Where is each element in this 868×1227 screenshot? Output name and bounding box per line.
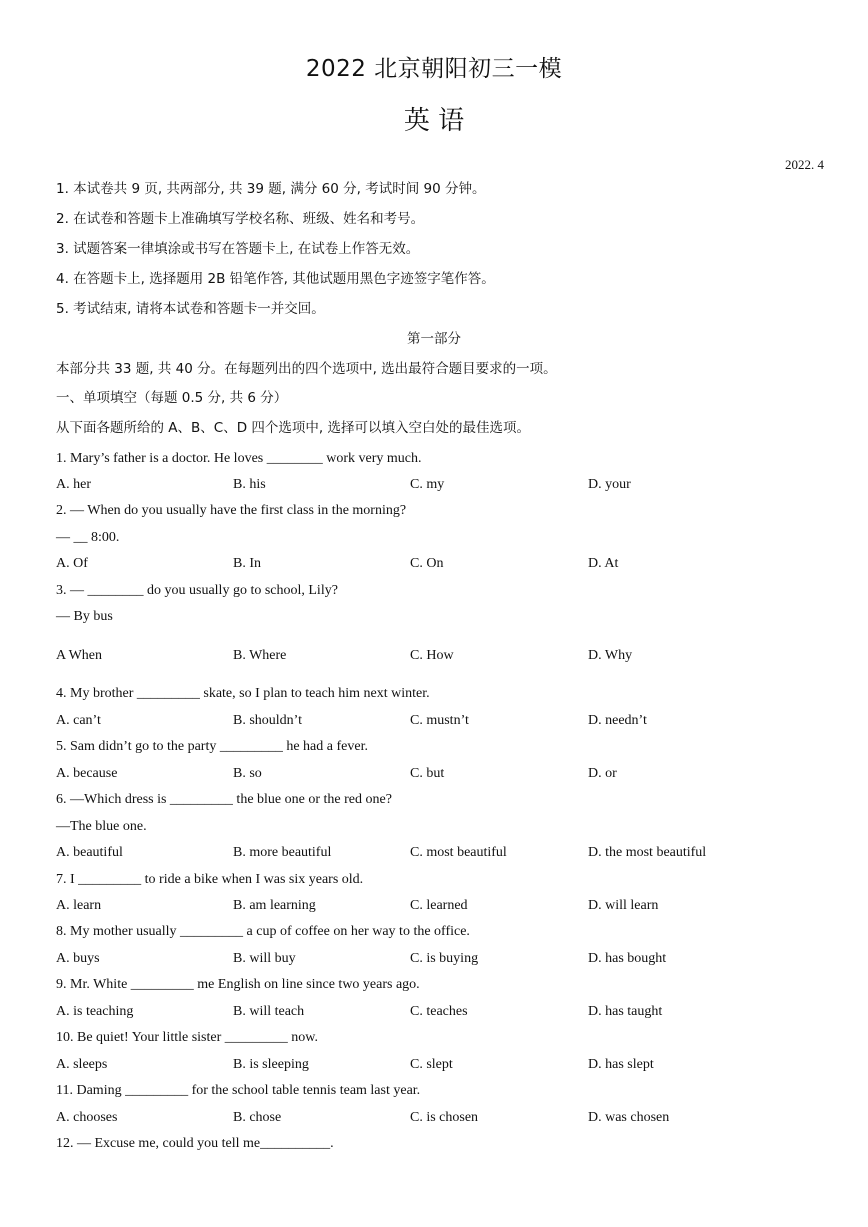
option-a: A. beautiful — [56, 845, 123, 860]
instruction-line: 5. 考试结束, 请将本试卷和答题卡一并交回。 — [56, 301, 325, 317]
option-d: D. will learn — [588, 898, 659, 913]
option-a: A. because — [56, 766, 118, 781]
option-d: D. has bought — [588, 951, 667, 966]
option-b: B. shouldn’t — [233, 713, 302, 728]
option-c: C. is chosen — [410, 1110, 479, 1125]
option-c: C. but — [410, 766, 445, 781]
option-d: D. Why — [588, 648, 633, 663]
question-stem: 6. —Which dress is _________ the blue one or the red one? — [56, 792, 392, 807]
option-b: B. In — [233, 556, 261, 571]
option-b: B. his — [233, 477, 266, 492]
option-a: A. is teaching — [56, 1004, 134, 1019]
option-a: A. Of — [56, 556, 88, 571]
option-d: D. or — [588, 766, 617, 781]
option-d: D. has slept — [588, 1057, 654, 1072]
exam-date: 2022. 4 — [785, 157, 824, 172]
option-b: B. will teach — [233, 1004, 305, 1019]
question-answer-line: — __ 8:00. — [56, 530, 120, 545]
subject-title: 英 语 — [403, 106, 465, 136]
question-stem: 8. My mother usually _________ a cup of coffee on her way to the office. — [56, 924, 470, 939]
option-c: C. teaches — [410, 1004, 468, 1019]
question-stem: 5. Sam didn’t go to the party _________ he had a fever. — [56, 739, 368, 754]
option-d: D. the most beautiful — [588, 845, 707, 860]
instruction-line: 4. 在答题卡上, 选择题用 2B 铅笔作答, 其他试题用黑色字迹签字笔作答。 — [56, 271, 495, 287]
option-b: B. Where — [233, 648, 287, 663]
option-a: A. buys — [56, 951, 100, 966]
question-stem: 12. — Excuse me, could you tell me__________. — [56, 1136, 334, 1151]
option-a: A. her — [56, 477, 91, 492]
option-a: A. learn — [56, 898, 102, 913]
option-c: C. most beautiful — [410, 845, 507, 860]
question-stem: 3. — ________ do you usually go to school, Lily? — [56, 583, 338, 598]
option-c: C. How — [410, 648, 454, 663]
option-a: A When — [56, 648, 103, 663]
option-b: B. more beautiful — [233, 845, 332, 860]
option-b: B. am learning — [233, 898, 316, 913]
option-a: A. can’t — [56, 713, 101, 728]
option-c: C. is buying — [410, 951, 479, 966]
part-heading: 第一部分 — [407, 331, 461, 347]
question-stem: 1. Mary’s father is a doctor. He loves ________ work very much. — [56, 451, 422, 466]
option-d: D. has taught — [588, 1004, 663, 1019]
option-d: D. At — [588, 556, 619, 571]
question-stem: 9. Mr. White _________ me English on line since two years ago. — [56, 977, 420, 992]
instruction-line: 3. 试题答案一律填涂或书写在答题卡上, 在试卷上作答无效。 — [56, 241, 420, 257]
instruction-line: 2. 在试卷和答题卡上准确填写学校名称、班级、姓名和考号。 — [56, 211, 425, 227]
section-title: 一、单项填空（每题 0.5 分, 共 6 分） — [56, 390, 288, 406]
question-answer-line: — By bus — [56, 609, 113, 624]
option-b: B. chose — [233, 1110, 282, 1125]
instruction-line: 1. 本试卷共 9 页, 共两部分, 共 39 题, 满分 60 分, 考试时间 90 分钟。 — [56, 181, 486, 197]
option-d: D. needn’t — [588, 713, 647, 728]
option-b: B. is sleeping — [233, 1057, 309, 1072]
question-stem: 7. I _________ to ride a bike when I was six years old. — [56, 872, 364, 887]
option-c: C. On — [410, 556, 444, 571]
part-intro: 本部分共 33 题, 共 40 分。在每题列出的四个选项中, 选出最符合题目要求的一项。 — [56, 361, 557, 377]
exam-title: 2022 北京朝阳初三一模 — [305, 56, 563, 82]
option-c: C. my — [410, 477, 445, 492]
question-answer-line: —The blue one. — [56, 819, 147, 834]
option-c: C. slept — [410, 1057, 453, 1072]
question-stem: 4. My brother _________ skate, so I plan to teach him next winter. — [56, 686, 430, 701]
option-a: A. sleeps — [56, 1057, 108, 1072]
option-b: B. so — [233, 766, 262, 781]
option-c: C. learned — [410, 898, 468, 913]
question-stem: 10. Be quiet! Your little sister _________ now. — [56, 1030, 318, 1045]
section-directions: 从下面各题所给的 A、B、C、D 四个选项中, 选择可以填入空白处的最佳选项。 — [56, 420, 530, 436]
option-b: B. will buy — [233, 951, 296, 966]
question-stem: 2. — When do you usually have the first class in the morning? — [56, 503, 407, 518]
question-stem: 11. Daming _________ for the school table tennis team last year. — [56, 1083, 421, 1098]
option-d: D. your — [588, 477, 631, 492]
option-a: A. chooses — [56, 1110, 118, 1125]
option-c: C. mustn’t — [410, 713, 469, 728]
option-d: D. was chosen — [588, 1110, 670, 1125]
